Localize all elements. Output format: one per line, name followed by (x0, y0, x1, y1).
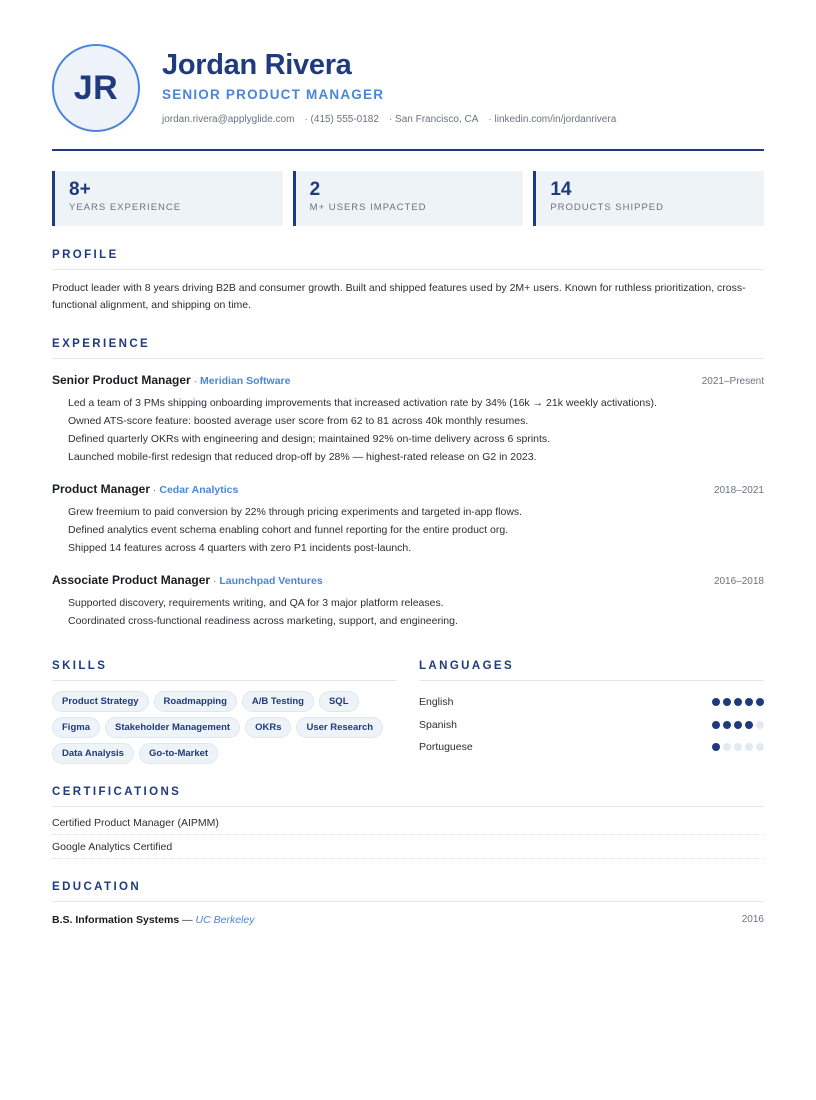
job-separator: · (150, 484, 160, 496)
filled-dot-icon (756, 698, 764, 706)
skill-chip: A/B Testing (242, 691, 314, 712)
job-bullet: Defined analytics event schema enabling cohort and funnel reporting for the entire product org. (68, 524, 509, 536)
job-bullet: Coordinated cross-functional readiness across marketing, support, and engineering. (68, 615, 458, 627)
job-role: Senior Product Manager (52, 373, 191, 387)
skill-chip: User Research (296, 717, 383, 738)
job-dates: 2018–2021 (713, 485, 764, 496)
education-separator: — (179, 914, 196, 926)
header-text (162, 44, 626, 125)
job-bullet: Supported discovery, requirements writing, and QA for 3 major platform releases. (68, 597, 444, 609)
proficiency-dots (712, 743, 764, 751)
job-entry (52, 371, 764, 466)
job-role: Associate Product Manager (52, 573, 211, 587)
job-bullet: Launched mobile-first redesign that reduced drop-off by 28% — highest-rated release on G2 in 2023. (68, 451, 537, 463)
stat-value: 14 (550, 179, 572, 200)
certifications-section (52, 786, 764, 859)
skills-languages-row (52, 660, 764, 764)
skill-chips (52, 691, 397, 764)
job-bullet: Grew freemium to paid conversion by 22% through pricing experiments and targeted in-app flows. (68, 506, 523, 518)
profile-text: Product leader with 8 years driving B2B and consumer growth. Built and shipped features used by 2M+ users. Known for ruthless prioritization, cross-functional alignment, and shipping on time. (52, 282, 746, 311)
stat-value: 2 (309, 179, 321, 200)
filled-dot-icon (712, 743, 720, 751)
language-row (419, 691, 764, 714)
contact-linkedin[interactable]: · linkedin.com/in/jordanrivera (488, 114, 617, 125)
filled-dot-icon (734, 698, 742, 706)
job-bullet: Defined quarterly OKRs with engineering and design; maintained 92% on-time delivery across 6 sprints. (68, 433, 551, 445)
avatar-initials: JR (73, 68, 119, 107)
job-company: Launchpad Ventures (219, 575, 323, 587)
language-row (419, 714, 764, 737)
section-heading: SKILLS (52, 660, 397, 681)
filled-dot-icon (723, 721, 731, 729)
job-dates: 2021–Present (701, 376, 764, 387)
filled-dot-icon (723, 698, 731, 706)
skill-chip: Stakeholder Management (105, 717, 240, 738)
stat-label: M+ USERS IMPACTED (309, 202, 427, 213)
skill-chip: OKRs (245, 717, 291, 738)
contact-location: · San Francisco, CA (388, 114, 479, 125)
certification-item: Certified Product Manager (AIPMM) (52, 811, 764, 835)
skill-chip: Go-to-Market (139, 743, 218, 764)
proficiency-dots (712, 698, 764, 706)
section-heading: CERTIFICATIONS (52, 786, 764, 807)
contact-phone: · (415) 555-0182 (304, 114, 379, 125)
job-bullet: Led a team of 3 PMs shipping onboarding improvements that increased activation rate by 34% (16k → 21k weekly activations). (68, 397, 657, 409)
filled-dot-icon (712, 721, 720, 729)
empty-dot-icon (756, 721, 764, 729)
empty-dot-icon (756, 743, 764, 751)
stats-row (52, 171, 764, 226)
avatar (52, 44, 140, 132)
proficiency-dots (712, 721, 764, 729)
education-year: 2016 (741, 914, 764, 925)
section-heading: PROFILE (52, 249, 764, 270)
language-name: Portuguese (419, 741, 473, 754)
candidate-title: SENIOR PRODUCT MANAGER (162, 87, 385, 102)
language-name: Spanish (419, 718, 457, 731)
job-bullets (52, 394, 764, 466)
stat-label: YEARS EXPERIENCE (69, 202, 182, 213)
skill-chip: Product Strategy (52, 691, 149, 712)
skills-section (52, 660, 397, 764)
section-heading: LANGUAGES (419, 660, 764, 681)
skill-chip: Figma (52, 717, 100, 738)
job-role: Product Manager (52, 482, 151, 496)
resume-header (52, 44, 764, 151)
certification-list (52, 811, 764, 859)
stat-value: 8+ (69, 179, 91, 200)
stat-card (293, 171, 524, 226)
job-bullets (52, 594, 764, 630)
empty-dot-icon (745, 743, 753, 751)
stat-label: PRODUCTS SHIPPED (550, 202, 664, 213)
candidate-name: Jordan Rivera (162, 49, 352, 81)
education-section (52, 881, 764, 926)
job-dates: 2016–2018 (713, 576, 764, 587)
contact-line (162, 114, 626, 125)
job-header (52, 571, 764, 589)
job-company: Cedar Analytics (159, 484, 239, 496)
filled-dot-icon (734, 721, 742, 729)
job-entry (52, 571, 764, 630)
job-company: Meridian Software (200, 375, 291, 387)
filled-dot-icon (745, 721, 753, 729)
skill-chip: Roadmapping (154, 691, 237, 712)
skill-chip: Data Analysis (52, 743, 134, 764)
filled-dot-icon (745, 698, 753, 706)
job-entry (52, 480, 764, 557)
resume-page (52, 44, 764, 926)
job-separator: · (210, 575, 220, 587)
filled-dot-icon (712, 698, 720, 706)
contact-email[interactable]: jordan.rivera@applyglide.com (162, 114, 295, 125)
language-name: English (419, 696, 454, 709)
empty-dot-icon (734, 743, 742, 751)
experience-section (52, 338, 764, 630)
stat-card (52, 171, 283, 226)
skill-chip: SQL (319, 691, 359, 712)
language-list (419, 691, 764, 759)
job-header (52, 480, 764, 498)
section-heading: EXPERIENCE (52, 338, 764, 359)
certification-item: Google Analytics Certified (52, 835, 764, 859)
language-row (419, 736, 764, 759)
education-school: UC Berkeley (195, 914, 255, 926)
languages-section (419, 660, 764, 764)
job-bullets (52, 503, 764, 557)
section-heading: EDUCATION (52, 881, 764, 902)
job-bullet: Owned ATS-score feature: boosted average user score from 62 to 81 across 40k monthly resumes. (68, 415, 529, 427)
education-row (52, 914, 764, 926)
empty-dot-icon (723, 743, 731, 751)
job-header (52, 371, 764, 389)
profile-section (52, 249, 764, 314)
education-degree: B.S. Information Systems (52, 914, 180, 926)
job-bullet: Shipped 14 features across 4 quarters with zero P1 incidents post-launch. (68, 542, 412, 554)
stat-card (533, 171, 764, 226)
job-separator: · (190, 375, 201, 387)
